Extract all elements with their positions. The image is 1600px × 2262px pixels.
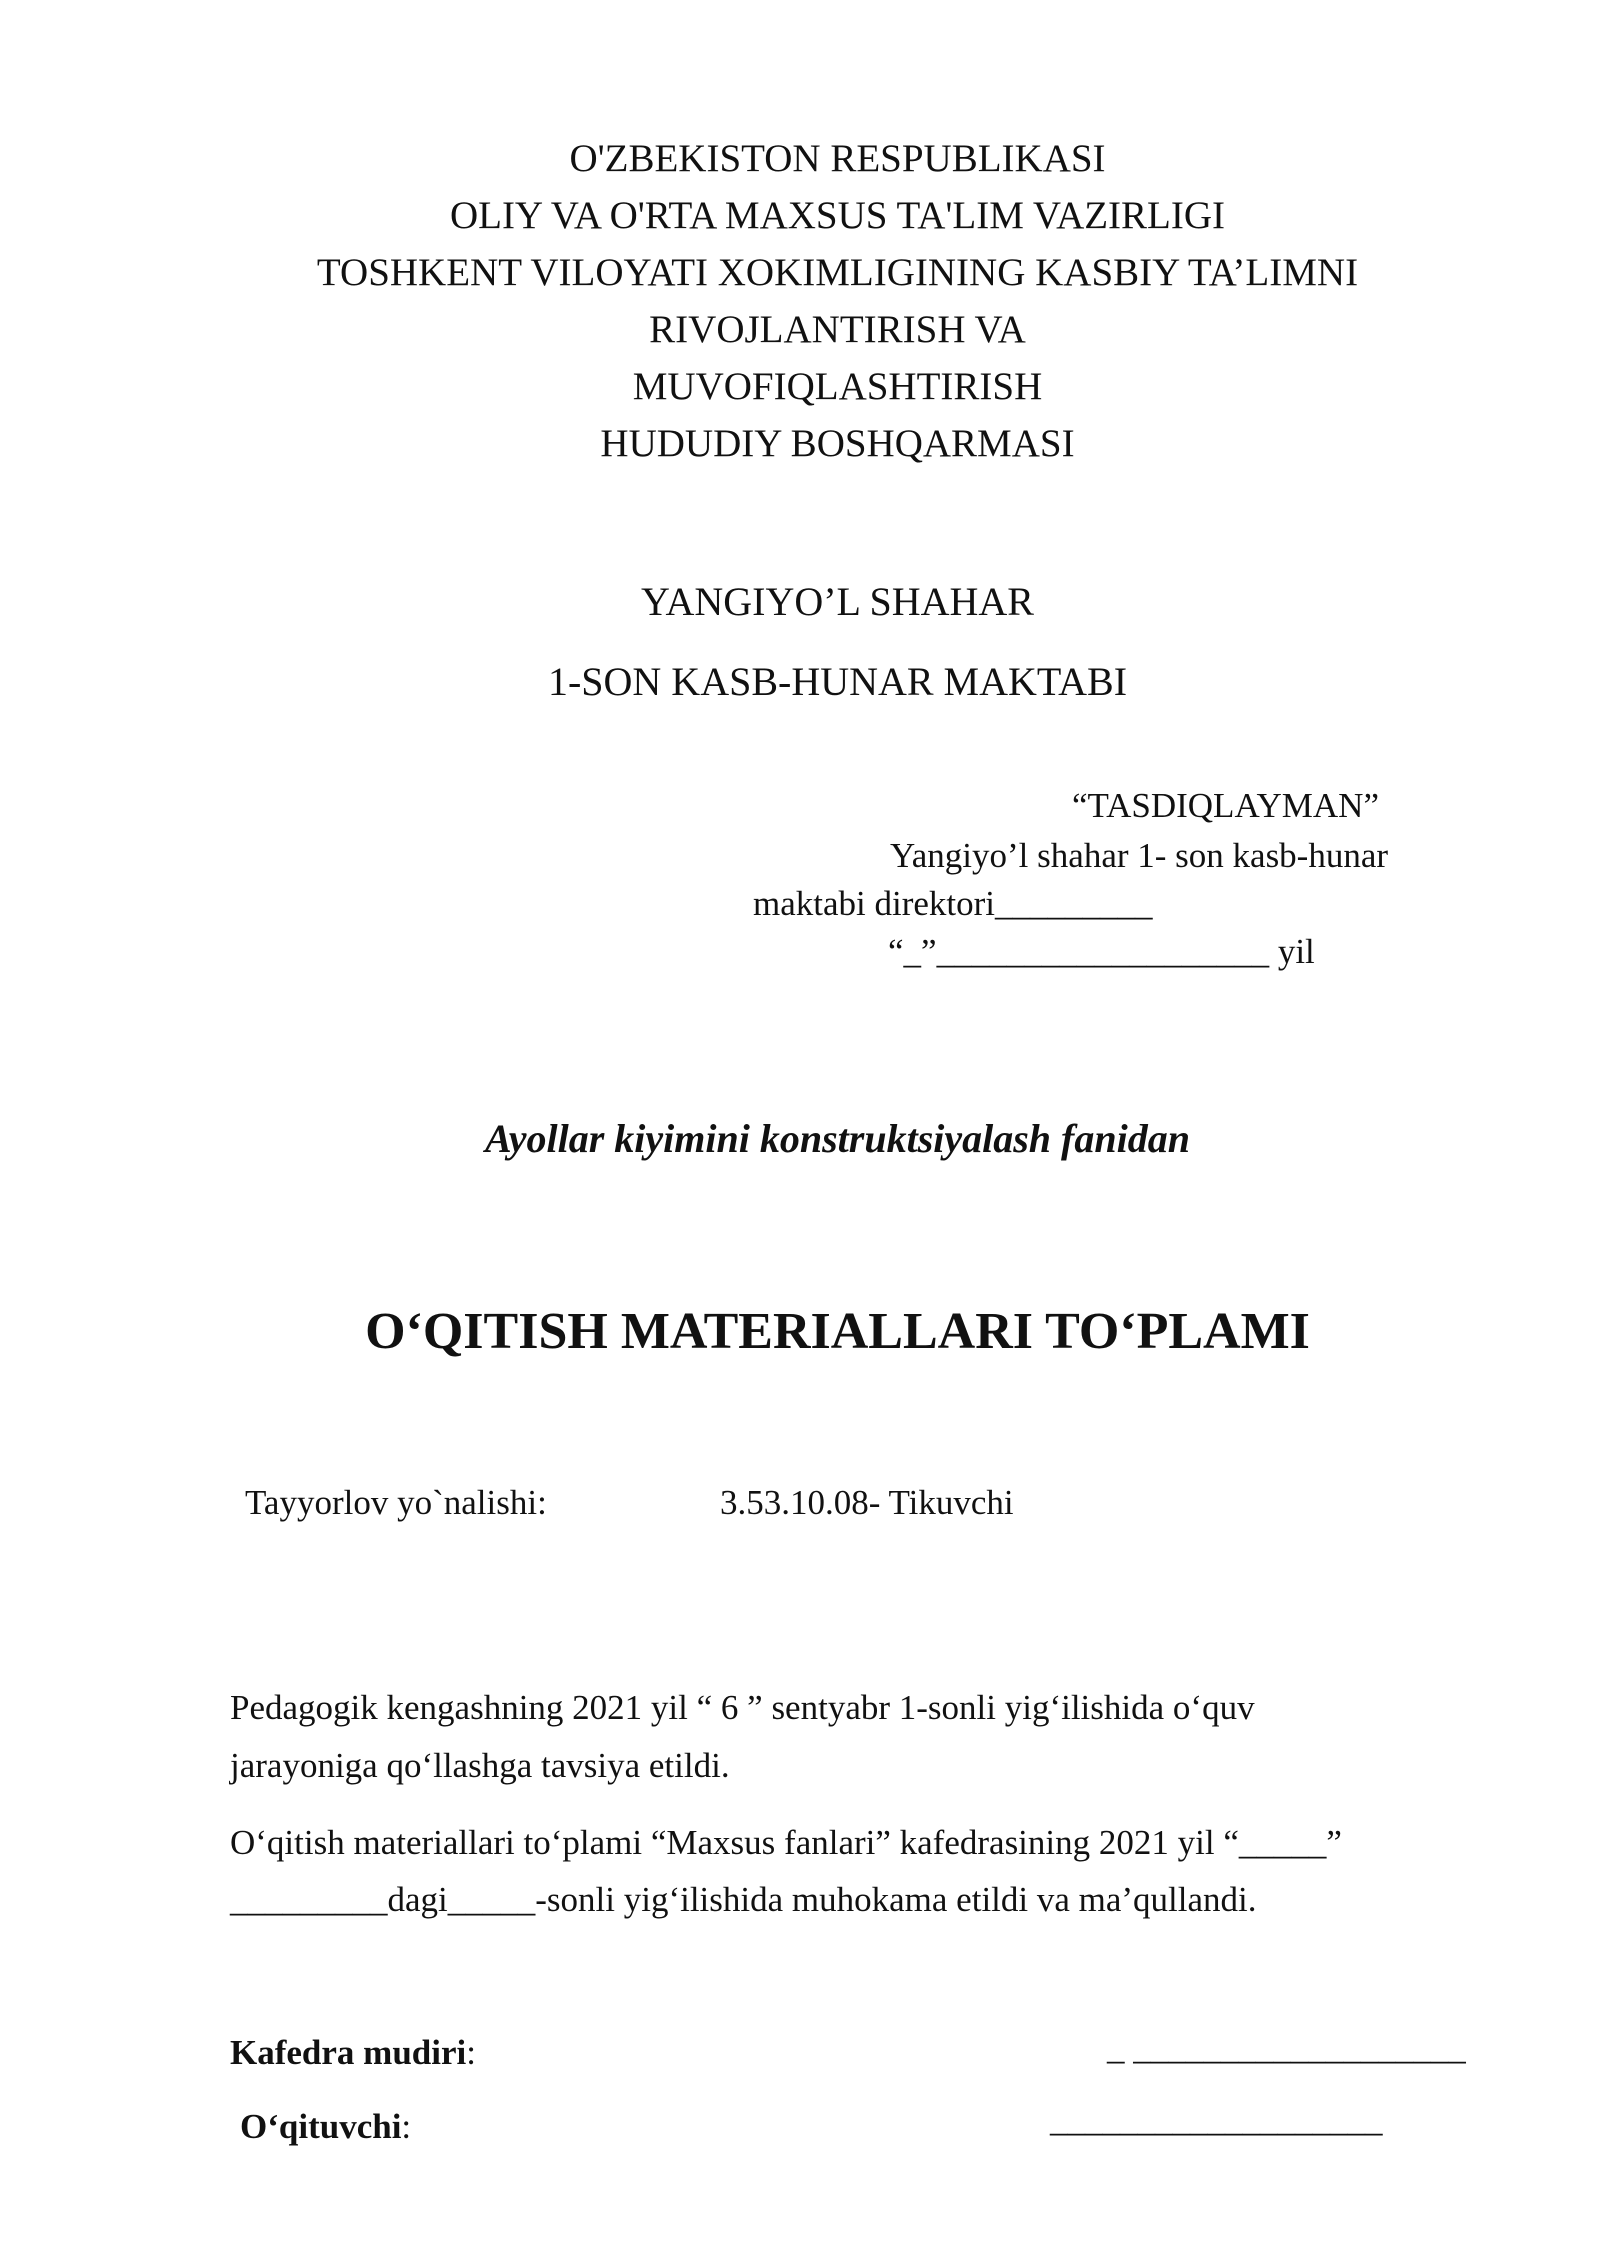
head-of-department-title: Kafedra mudiri (230, 2033, 467, 2072)
school-city: YANGIYO’L SHAHAR (641, 579, 1034, 624)
school-name: 1-SON KASB-HUNAR MAKTABI (547, 659, 1128, 704)
header-line-5: MUVOFIQLASHTIRISH (632, 365, 1043, 408)
paragraph-2-line-2: _________dagi_____-sonli yig‘ilishida muhokama etildi va ma’qullandi. (230, 1880, 1257, 1919)
header-line-4: RIVOJLANTIRISH VA (649, 308, 1026, 351)
approval-line-2: maktabi direktori_________ (753, 884, 1153, 923)
teacher-colon: : (401, 2107, 412, 2146)
approval-line-1: Yangiyo’l shahar 1- son kasb-hunar (890, 836, 1389, 875)
header-line-3: TOSHKENT VILOYATI XOKIMLIGINING KASBIY TA’LIMNI (316, 251, 1359, 294)
header-line-1: O'ZBEKISTON RESPUBLIKASI (569, 137, 1106, 180)
direction-label: Tayyorlov yo`nalishi: (245, 1483, 547, 1522)
paragraph-1-line-1: Pedagogik kengashning 2021 yil “ 6 ” sentyabr 1-sonli yig‘ilishida o‘quv (230, 1688, 1255, 1727)
header-line-6: HUDUDIY BOSHQARMASI (600, 422, 1075, 465)
header-line-2: OLIY VA O'RTA MAXSUS TA'LIM VAZIRLIGI (449, 194, 1226, 237)
direction-value: 3.53.10.08- Tikuvchi (720, 1483, 1014, 1522)
head-colon: : (466, 2033, 476, 2072)
approval-line-3: “_”___________________ yil (888, 932, 1315, 971)
teacher-title: O‘qituvchi (240, 2107, 402, 2146)
head-of-department-signature-line: _ ___________________ (1107, 2028, 1466, 2067)
paragraph-2-line-1: O‘qitish materiallari to‘plami “Maxsus fanlari” kafedrasining 2021 yil “_____” (230, 1823, 1342, 1862)
paragraph-1-line-2: jarayoniga qo‘llashga tavsiya etildi. (230, 1746, 730, 1785)
teacher-label (240, 2107, 411, 2147)
subject-title: Ayollar kiyimini konstruktsiyalash fanidan (485, 1116, 1190, 1161)
approval-title: “TASDIQLAYMAN” (1072, 786, 1379, 825)
teacher-signature-line: ___________________ (1050, 2100, 1383, 2139)
head-of-department-label (230, 2033, 476, 2073)
main-title: O‘QITISH MATERIALLARI TO‘PLAMI (365, 1303, 1310, 1360)
